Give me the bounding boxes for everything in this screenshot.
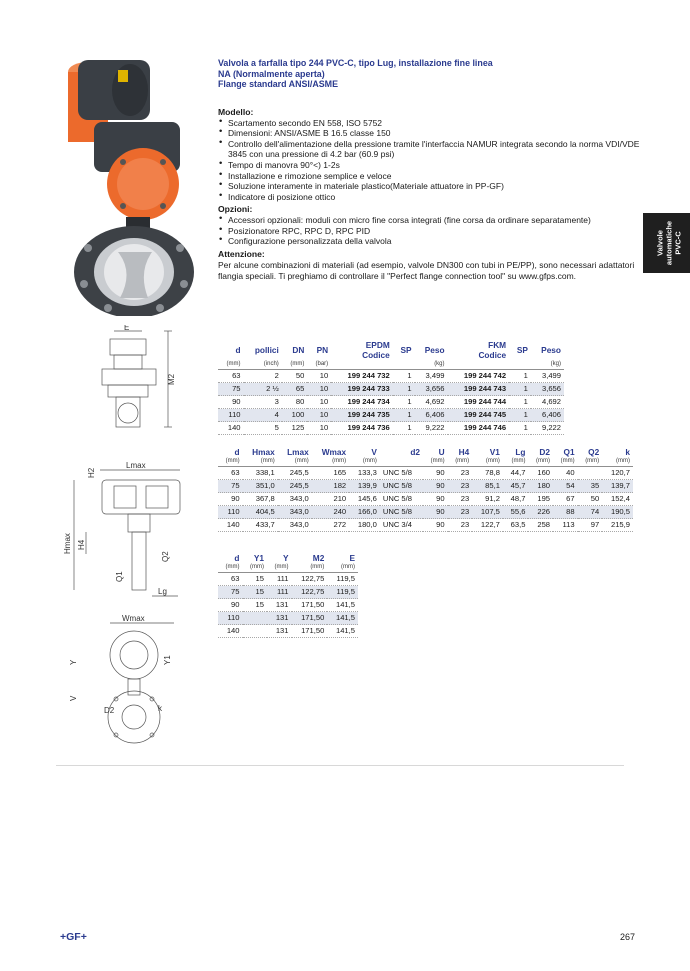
table-row xyxy=(218,396,564,409)
d1-label-e: E xyxy=(124,325,130,332)
side-tab-line-1: Valvole xyxy=(655,230,665,256)
d3-label-k: k xyxy=(158,704,162,713)
table-cell: UNC 5/8 xyxy=(380,467,423,480)
table-cell: 125 xyxy=(282,422,308,435)
table-row xyxy=(218,370,564,383)
unit-label: (mm) xyxy=(243,563,268,573)
table-cell: UNC 5/8 xyxy=(380,506,423,519)
column-header: Q2 xyxy=(588,447,600,457)
column-header: d xyxy=(234,447,240,457)
table-cell: 90 xyxy=(218,599,243,612)
column-header: FKM Codice xyxy=(478,340,507,360)
unit-label xyxy=(380,457,423,467)
unit-label: (mm) xyxy=(292,563,328,573)
unit-label: (mm) xyxy=(448,457,473,467)
title-line-2: NA (Normalmente aperta) xyxy=(218,68,325,79)
unit-label: (mm) xyxy=(503,457,529,467)
model-item: • Indicatore di posizione ottico xyxy=(218,192,643,203)
table-cell: 133,3 xyxy=(349,467,380,480)
table-cell: 1 xyxy=(393,370,415,383)
table-row xyxy=(218,506,633,519)
table-cell: 44,7 xyxy=(503,467,529,480)
table-row xyxy=(218,422,564,435)
attention-text: Per alcune combinazioni di materiali (ad esempio, valvole DN300 con tubi in PE/PP), sono necessari adattatori flangia speciali. Ti preghiamo di controllare il "Perfect flange connection tool" su www.gfps.com. xyxy=(218,260,635,281)
table-row xyxy=(218,586,358,599)
table-cell: 199 244 744 xyxy=(448,396,510,409)
table-cell: 15 xyxy=(243,599,268,612)
side-tab-line-3: PVC-C xyxy=(673,231,683,255)
table-cell: 140 xyxy=(218,625,243,638)
table-cell: 199 244 742 xyxy=(448,370,510,383)
table-cell xyxy=(243,625,268,638)
table-row xyxy=(218,409,564,422)
table-cell: 210 xyxy=(312,493,349,506)
column-header: d2 xyxy=(410,447,421,457)
table-cell: 50 xyxy=(282,370,308,383)
table-cell: 15 xyxy=(243,586,268,599)
table-cell: 160 xyxy=(528,467,553,480)
table-row xyxy=(218,625,358,638)
table-cell: 139,7 xyxy=(602,480,633,493)
table-cell: 140 xyxy=(218,422,244,435)
table-cell: 272 xyxy=(312,519,349,532)
table-row xyxy=(218,519,633,532)
table-cell: 351,0 xyxy=(243,480,278,493)
table-cell: 90 xyxy=(423,506,448,519)
table-cell: 1 xyxy=(509,396,531,409)
table-cell: 3,656 xyxy=(531,383,564,396)
table-cell: 9,222 xyxy=(531,422,564,435)
table-cell: 75 xyxy=(218,586,243,599)
page-title xyxy=(218,58,638,90)
column-header: U xyxy=(438,447,445,457)
table-cell: 10 xyxy=(307,370,331,383)
table-cell: 199 244 743 xyxy=(448,383,510,396)
table-cell: 141,5 xyxy=(327,612,358,625)
model-item: • Soluzione interamente in materiale plastico(Materiale attuatore in PP-GF) xyxy=(218,181,643,192)
table-cell: 152,4 xyxy=(602,493,633,506)
column-header: d xyxy=(234,553,240,563)
table-cell: 199 244 736 xyxy=(331,422,393,435)
column-header: Hmax xyxy=(252,447,275,457)
unit-label: (kg) xyxy=(531,360,564,370)
table-row xyxy=(218,493,633,506)
d3-label-wmax: Wmax xyxy=(122,614,145,623)
table-cell xyxy=(243,612,268,625)
model-item: • Tempo di manovra 90°<) 1-2s xyxy=(218,160,643,171)
table-cell: 131 xyxy=(267,599,292,612)
table-row xyxy=(218,599,358,612)
unit-label xyxy=(331,360,393,370)
column-header: pollici xyxy=(254,345,279,355)
unit-label xyxy=(393,360,415,370)
column-header: V xyxy=(371,447,377,457)
table-cell: 131 xyxy=(267,625,292,638)
column-header: PN xyxy=(316,345,329,355)
unit-label: (mm) xyxy=(553,457,578,467)
table-cell: 2 ½ xyxy=(244,383,282,396)
header-row xyxy=(218,447,633,457)
column-header: d xyxy=(235,345,241,355)
options-list xyxy=(218,215,643,247)
column-header: Y xyxy=(282,553,289,563)
table-cell: 97 xyxy=(578,519,603,532)
table-cell: 50 xyxy=(578,493,603,506)
table-cell: 338,1 xyxy=(243,467,278,480)
table-cell: UNC 5/8 xyxy=(380,480,423,493)
table-cell: 65 xyxy=(282,383,308,396)
options-heading: Opzioni: xyxy=(218,204,253,215)
header-row xyxy=(218,553,358,563)
table-cell: 110 xyxy=(218,409,244,422)
table-cell: 23 xyxy=(448,493,473,506)
table-cell: 1 xyxy=(393,409,415,422)
table-cell: 140 xyxy=(218,519,243,532)
table-cell: 122,75 xyxy=(292,573,328,586)
unit-label: (mm) xyxy=(267,563,292,573)
table-cell: 199 244 745 xyxy=(448,409,510,422)
table-cell: 1 xyxy=(393,396,415,409)
table-row xyxy=(218,467,633,480)
model-item: • Dimensioni: ANSI/ASME B 16.5 classe 150 xyxy=(218,128,643,139)
table-cell: 119,5 xyxy=(327,586,358,599)
column-header: Lg xyxy=(515,447,526,457)
unit-label: (mm) xyxy=(349,457,380,467)
table-cell: 199 244 732 xyxy=(331,370,393,383)
table-cell: 141,5 xyxy=(327,599,358,612)
title-line-3: Flange standard ANSI/ASME xyxy=(218,79,338,89)
table-cell: 3,499 xyxy=(415,370,448,383)
table-cell: 1 xyxy=(393,383,415,396)
column-header: SP xyxy=(516,345,528,355)
side-tab-line-2: automatiche xyxy=(664,220,674,266)
table-cell: 343,0 xyxy=(278,506,312,519)
column-header: Peso xyxy=(541,345,561,355)
unit-label: (mm) xyxy=(423,457,448,467)
table-cell: 23 xyxy=(448,467,473,480)
option-item: • Accessori opzionali: moduli con micro fine corsa integrati (fine corsa da ordinare separatamente) xyxy=(218,215,643,226)
section-side-tab xyxy=(643,213,690,273)
table-cell: 367,8 xyxy=(243,493,278,506)
unit-label: (mm) xyxy=(218,457,243,467)
table-cell: 10 xyxy=(307,396,331,409)
table-cell: 2 xyxy=(244,370,282,383)
table-cell: 85,1 xyxy=(472,480,503,493)
dimension-drawing-side xyxy=(60,458,202,608)
table-cell: 110 xyxy=(218,612,243,625)
table-cell: 90 xyxy=(423,480,448,493)
dimension-drawing-front xyxy=(96,325,196,437)
table-cell: 1 xyxy=(509,422,531,435)
attention-heading: Attenzione: xyxy=(218,248,265,259)
unit-label: (mm) xyxy=(278,457,312,467)
table-cell: 63,5 xyxy=(503,519,529,532)
model-heading: Modello: xyxy=(218,107,254,117)
table-cell: 48,7 xyxy=(503,493,529,506)
table-cell: 90 xyxy=(218,493,243,506)
d3-label-v: V xyxy=(69,695,78,701)
table-cell: 67 xyxy=(553,493,578,506)
table-cell: 90 xyxy=(423,493,448,506)
table-cell: 190,5 xyxy=(602,506,633,519)
table-cell: 258 xyxy=(528,519,553,532)
table-row xyxy=(218,383,564,396)
d2-label-lmax: Lmax xyxy=(126,461,146,470)
units-row xyxy=(218,563,358,573)
table-cell: 23 xyxy=(448,506,473,519)
table-cell: 55,6 xyxy=(503,506,529,519)
table-cell: 111 xyxy=(267,573,292,586)
table-cell: 215,9 xyxy=(602,519,633,532)
table-cell: 199 244 746 xyxy=(448,422,510,435)
table-cell: 4,692 xyxy=(415,396,448,409)
model-list xyxy=(218,118,643,203)
table-cell: 23 xyxy=(448,480,473,493)
table-cell: 145,6 xyxy=(349,493,380,506)
table-dimensions xyxy=(218,447,633,532)
table-cell: 10 xyxy=(307,422,331,435)
d2-label-h2: H2 xyxy=(87,467,96,478)
d2-label-q2: Q2 xyxy=(161,551,170,562)
unit-label: (bar) xyxy=(307,360,331,370)
unit-label: (mm) xyxy=(243,457,278,467)
table-cell: 74 xyxy=(578,506,603,519)
table-cell: 131 xyxy=(267,612,292,625)
table-cell: 75 xyxy=(218,480,243,493)
unit-label: (mm) xyxy=(282,360,308,370)
column-header: SP xyxy=(400,345,412,355)
column-header: Lmax xyxy=(287,447,309,457)
table-cell: 23 xyxy=(448,519,473,532)
table-cell: 90 xyxy=(218,396,244,409)
unit-label: (mm) xyxy=(602,457,633,467)
table-cell: 199 244 733 xyxy=(331,383,393,396)
table-cell: 165 xyxy=(312,467,349,480)
column-header: EPDM Codice xyxy=(362,340,390,360)
units-row xyxy=(218,360,564,370)
table-cell: 226 xyxy=(528,506,553,519)
option-item: • Posizionatore RPC, RPC D, RPC PID xyxy=(218,226,643,237)
unit-label xyxy=(509,360,531,370)
table-codes xyxy=(218,340,564,435)
table-cell: 139,9 xyxy=(349,480,380,493)
table-cell: 404,5 xyxy=(243,506,278,519)
unit-label: (kg) xyxy=(415,360,448,370)
table-cell: 6,406 xyxy=(531,409,564,422)
table-cell: 90 xyxy=(423,519,448,532)
column-subheader: Codice xyxy=(362,350,390,360)
dimension-drawing-top xyxy=(66,613,198,746)
d1-label-m2: M2 xyxy=(167,373,176,385)
d3-label-d2: D2 xyxy=(104,706,115,715)
table-cell: 343,0 xyxy=(278,519,312,532)
table-dimensions-2 xyxy=(218,553,358,638)
column-header: k xyxy=(625,447,630,457)
table-cell: 4 xyxy=(244,409,282,422)
table-cell: 343,0 xyxy=(278,493,312,506)
table-cell: 3,499 xyxy=(531,370,564,383)
title-line-1: Valvola a farfalla tipo 244 PVC-C, tipo Lug, installazione fine linea xyxy=(218,58,493,68)
table-cell: 107,5 xyxy=(472,506,503,519)
table-cell: 166,0 xyxy=(349,506,380,519)
table-cell: 195 xyxy=(528,493,553,506)
table-cell: 75 xyxy=(218,383,244,396)
unit-label: (mm) xyxy=(218,563,243,573)
table-cell: 3,656 xyxy=(415,383,448,396)
unit-label: (mm) xyxy=(528,457,553,467)
d3-label-y1: Y1 xyxy=(163,655,172,665)
product-photo xyxy=(48,52,198,316)
table-cell: UNC 3/4 xyxy=(380,519,423,532)
table-cell: 199 244 735 xyxy=(331,409,393,422)
table-cell: 80 xyxy=(282,396,308,409)
table-cell: 122,7 xyxy=(472,519,503,532)
table-cell: 4,692 xyxy=(531,396,564,409)
table-cell: UNC 5/8 xyxy=(380,493,423,506)
table-cell: 90 xyxy=(423,467,448,480)
gf-logo: +GF+ xyxy=(60,931,87,943)
description xyxy=(218,105,643,282)
unit-label: (mm) xyxy=(578,457,603,467)
table-cell: 141,5 xyxy=(327,625,358,638)
option-item: • Configurazione personalizzata della valvola xyxy=(218,236,643,247)
table-cell: 119,5 xyxy=(327,573,358,586)
d2-label-h4: H4 xyxy=(77,539,86,550)
units-row xyxy=(218,457,633,467)
table-cell: 5 xyxy=(244,422,282,435)
table-cell: 91,2 xyxy=(472,493,503,506)
table-row xyxy=(218,573,358,586)
table-cell: 9,222 xyxy=(415,422,448,435)
page-number: 267 xyxy=(620,932,636,942)
table-cell: 3 xyxy=(244,396,282,409)
unit-label: (mm) xyxy=(327,563,358,573)
unit-label xyxy=(448,360,510,370)
table-cell: 171,50 xyxy=(292,599,328,612)
header-row xyxy=(218,340,564,360)
table-cell: 111 xyxy=(267,586,292,599)
table-cell: 63 xyxy=(218,467,243,480)
table-cell xyxy=(578,467,603,480)
table-cell: 35 xyxy=(578,480,603,493)
unit-label: (mm) xyxy=(312,457,349,467)
unit-label: (inch) xyxy=(244,360,282,370)
table-cell: 1 xyxy=(509,409,531,422)
table-cell: 40 xyxy=(553,467,578,480)
table-cell: 245,5 xyxy=(278,480,312,493)
table-row xyxy=(218,612,358,625)
table-cell: 10 xyxy=(307,409,331,422)
column-header: D2 xyxy=(539,447,551,457)
table-cell: 6,406 xyxy=(415,409,448,422)
table-cell: 171,50 xyxy=(292,625,328,638)
column-subheader: Codice xyxy=(478,350,507,360)
column-header: H4 xyxy=(458,447,470,457)
column-header: M2 xyxy=(312,553,325,563)
table-cell: 63 xyxy=(218,370,244,383)
table-cell: 180,0 xyxy=(349,519,380,532)
table-cell: 180 xyxy=(528,480,553,493)
table-cell: 45,7 xyxy=(503,480,529,493)
table-cell: 182 xyxy=(312,480,349,493)
column-header: V1 xyxy=(489,447,500,457)
table-cell: 199 244 734 xyxy=(331,396,393,409)
table-row xyxy=(218,480,633,493)
table-cell: 10 xyxy=(307,383,331,396)
d2-label-hmax: Hmax xyxy=(63,533,72,554)
unit-label: (mm) xyxy=(218,360,244,370)
table-cell: 15 xyxy=(243,573,268,586)
column-header: Wmax xyxy=(321,447,347,457)
column-header: Peso xyxy=(424,345,445,355)
column-header: Q1 xyxy=(563,447,575,457)
table-cell: 171,50 xyxy=(292,612,328,625)
d3-label-y: Y xyxy=(69,659,78,665)
table-cell: 240 xyxy=(312,506,349,519)
table-cell: 122,75 xyxy=(292,586,328,599)
table-cell: 88 xyxy=(553,506,578,519)
table-cell: 110 xyxy=(218,506,243,519)
model-item: • Scartamento secondo EN 558, ISO 5752 xyxy=(218,118,643,129)
unit-label: (mm) xyxy=(472,457,503,467)
model-item: • Controllo dell'alimentazione della pressione tramite l'interfaccia NAMUR integrata secondo la norma VDI/VDE 3845 con una pressione di 4.2 bar (60.9 psi) xyxy=(218,139,643,160)
column-header: Y1 xyxy=(253,553,264,563)
d2-label-lg: Lg xyxy=(158,587,167,596)
table-cell: 1 xyxy=(509,383,531,396)
table-cell: 433,7 xyxy=(243,519,278,532)
table-cell: 245,5 xyxy=(278,467,312,480)
table-cell: 54 xyxy=(553,480,578,493)
table-cell: 113 xyxy=(553,519,578,532)
column-header: E xyxy=(349,553,355,563)
column-header: DN xyxy=(292,345,305,355)
table-cell: 100 xyxy=(282,409,308,422)
d2-label-q1: Q1 xyxy=(115,571,124,582)
table-cell: 63 xyxy=(218,573,243,586)
footer-divider xyxy=(56,765,624,766)
table-cell: 1 xyxy=(509,370,531,383)
table-cell: 1 xyxy=(393,422,415,435)
model-item: • Installazione e rimozione semplice e veloce xyxy=(218,171,643,182)
table-cell: 78,8 xyxy=(472,467,503,480)
table-cell: 120,7 xyxy=(602,467,633,480)
